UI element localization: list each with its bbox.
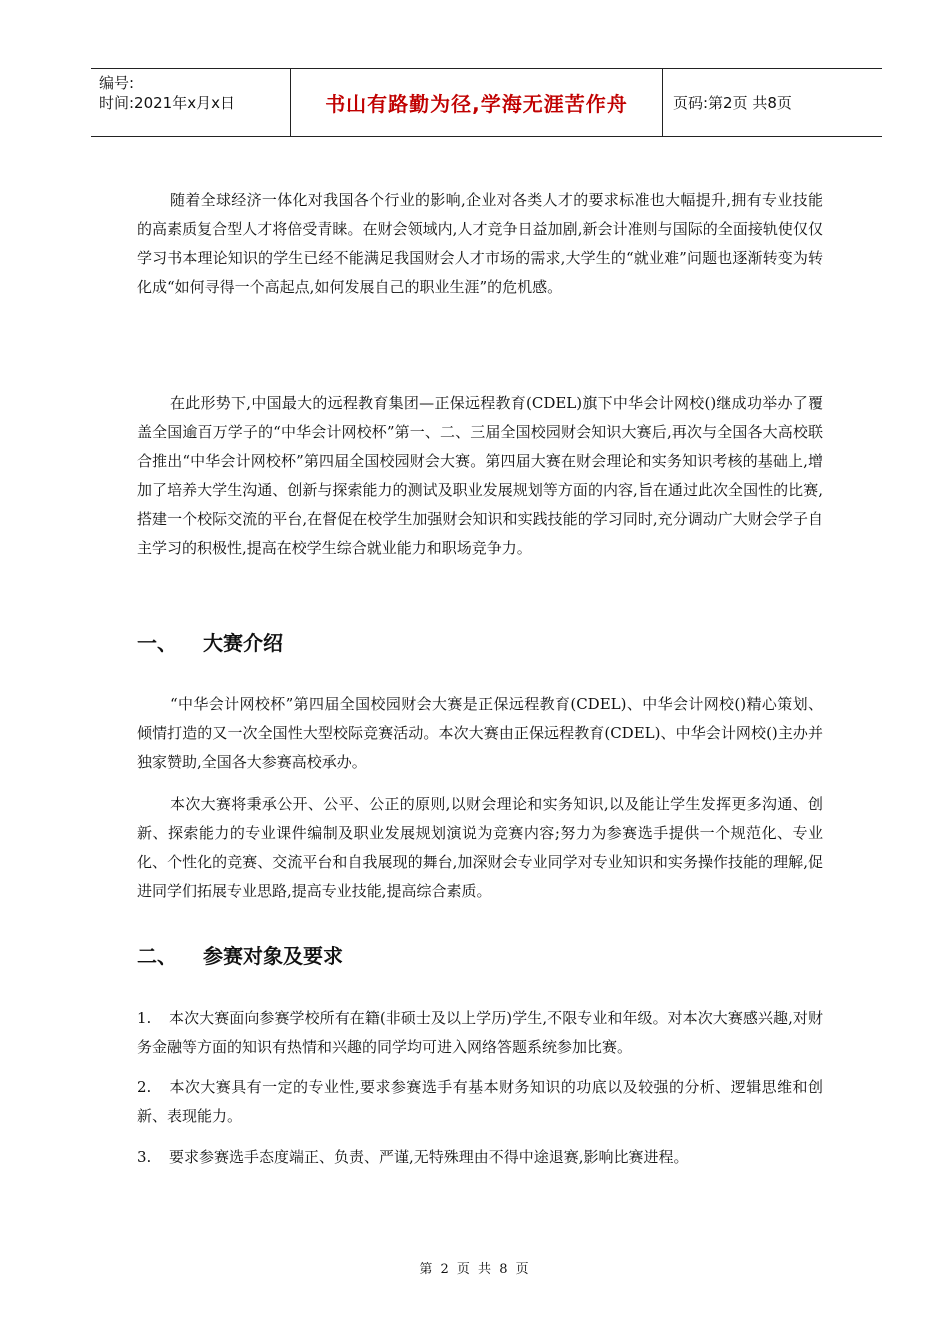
section-title: 大赛介绍	[203, 631, 283, 655]
header-motto: 书山有路勤为径,学海无涯苦作舟	[325, 92, 628, 116]
page-footer: 第 2 页 共 8 页	[419, 1262, 531, 1277]
header-motto-cell	[291, 69, 663, 136]
list-item	[137, 1073, 823, 1131]
paragraph-text: 随着全球经济一体化对我国各个行业的影响,企业对各类人才的要求标准也大幅提升,拥有专业技能的高素质复合型人才将倍受青睐。在财会领域内,人才竞争日益加剧,新会计准则与国际的全面接轨使仅仅学习书本理论知识的学生已经不能满足我国财会人才市场的需求,大学生的“就业难”问题也逐渐转变为转化成“如何寻得一个高起点,如何发展自己的职业生涯”的危机感。	[137, 191, 823, 296]
section-number: 二、	[137, 944, 177, 968]
section1-paragraph-1	[137, 690, 823, 777]
section-number: 一、	[137, 631, 177, 655]
paragraph-text: “中华会计网校杯”第四届全国校园财会大赛是正保远程教育(CDEL)、中华会计网校()精心策划、倾情打造的又一次全国性大型校际竞赛活动。本次大赛由正保远程教育(CDEL)、中华会计网校()主办并独家赞助,全国各大参赛高校承办。	[137, 695, 823, 771]
intro-paragraph-2	[137, 389, 823, 563]
paragraph-text: 本次大赛将秉承公开、公平、公正的原则,以财会理论和实务知识,以及能让学生发挥更多沟通、创新、探索能力的专业课件编制及职业发展规划演说为竞赛内容;努力为参赛选手提供一个规范化、专业化、个性化的竞赛、交流平台和自我展现的舞台,加深财会专业同学对专业知识和实务操作技能的理解,促进同学们拓展专业思路,提高专业技能,提高综合素质。	[137, 795, 823, 900]
list-item-number: 3.	[137, 1148, 152, 1166]
time-label: 时间:2021年x月x日	[99, 94, 235, 112]
list-item	[137, 1004, 823, 1062]
header-page-info: 页码:第2页 共8页	[673, 94, 792, 112]
intro-paragraph-1	[137, 186, 823, 302]
section-title: 参赛对象及要求	[203, 944, 343, 968]
page-header	[91, 68, 882, 137]
section1-paragraph-2	[137, 790, 823, 906]
list-item	[137, 1143, 823, 1172]
header-meta	[91, 69, 291, 136]
paragraph-text: 在此形势下,中国最大的远程教育集团—正保远程教育(CDEL)旗下中华会计网校()继成功举办了覆盖全国逾百万学子的“中华会计网校杯”第一、二、三届全国校园财会知识大赛后,再次与全国各大高校联合推出“中华会计网校杯”第四届全国校园财会大赛。第四届大赛在财会理论和实务知识考核的基础上,增加了培养大学生沟通、创新与探索能力的测试及职业发展规划等方面的内容,旨在通过此次全国性的比赛,搭建一个校际交流的平台,在督促在校学生加强财会知识和实践技能的学习同时,充分调动广大财会学子自主学习的积极性,提高在校学生综合就业能力和职场竞争力。	[137, 394, 823, 557]
number-label: 编号:	[99, 74, 135, 92]
list-item-number: 2.	[137, 1078, 152, 1096]
section-heading-2	[137, 940, 343, 969]
section-heading-1	[137, 627, 283, 656]
list-item-text: 本次大赛具有一定的专业性,要求参赛选手有基本财务知识的功底以及较强的分析、逻辑思维和创新、表现能力。	[137, 1078, 823, 1125]
list-item-text: 本次大赛面向参赛学校所有在籍(非硕士及以上学历)学生,不限专业和年级。对本次大赛感兴趣,对财务金融等方面的知识有热情和兴趣的同学均可进入网络答题系统参加比赛。	[137, 1009, 823, 1056]
list-item-number: 1.	[137, 1009, 152, 1027]
list-item-text: 要求参赛选手态度端正、负责、严谨,无特殊理由不得中途退赛,影响比赛进程。	[169, 1148, 689, 1166]
